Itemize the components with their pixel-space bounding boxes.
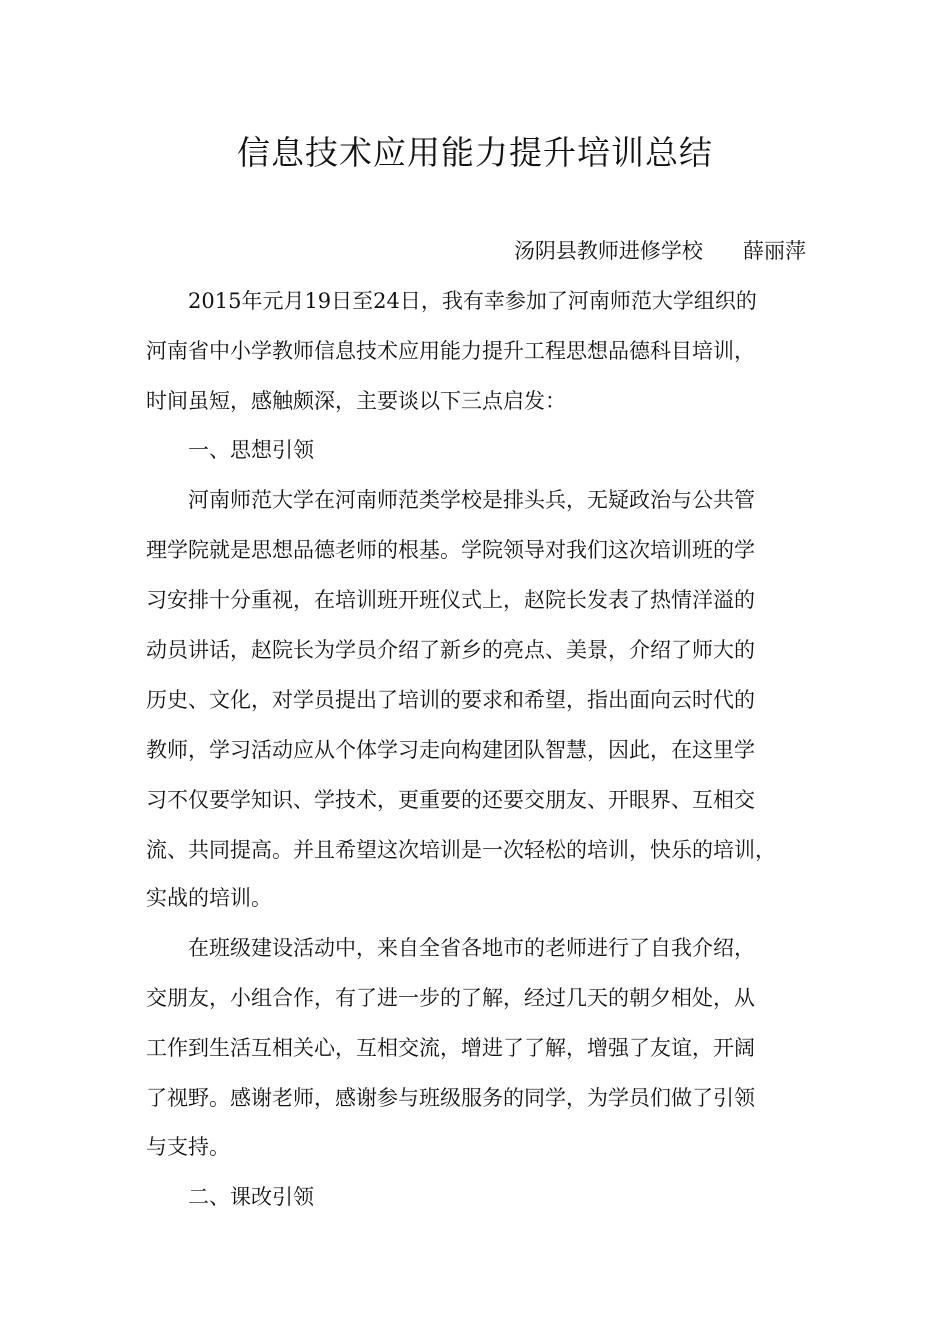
paragraph-line: 流、共同提高。并且希望这次培训是一次轻松的培训，快乐的培训，: [146, 838, 776, 862]
paragraph-line: 交朋友，小组合作，有了进一步的了解，经过几天的朝夕相处，从: [146, 986, 755, 1010]
paragraph-line: 习不仅要学知识、学技术，更重要的还要交朋友、开眼界、互相交: [146, 788, 755, 812]
section-heading: 一、思想引领: [188, 438, 314, 462]
paragraph-line: 历史、文化，对学员提出了培训的要求和希望，指出面向云时代的: [146, 688, 755, 712]
section-heading: 二、课改引领: [188, 1185, 314, 1209]
paragraph-line: 在班级建设活动中，来自全省各地市的老师进行了自我介绍，: [188, 936, 755, 960]
paragraph-line: 河南省中小学教师信息技术应用能力提升工程思想品德科目培训，: [146, 339, 755, 363]
author-line: 汤阴县教师进修学校 薛丽萍: [513, 239, 806, 263]
paragraph-line: 了视野。感谢老师，感谢参与班级服务的同学，为学员们做了引领: [146, 1086, 755, 1110]
paragraph-line: 时间虽短，感触颇深，主要谈以下三点启发：: [146, 389, 566, 413]
paragraph-line: 习安排十分重视，在培训班开班仪式上，赵院长发表了热情洋溢的: [146, 588, 755, 612]
paragraph-line: 动员讲话，赵院长为学员介绍了新乡的亮点、美景，介绍了师大的: [146, 638, 755, 662]
paragraph-line: 教师，学习活动应从个体学习走向构建团队智慧，因此，在这里学: [146, 738, 755, 762]
paragraph-line: 工作到生活互相关心，互相交流，增进了了解，增强了友谊，开阔: [146, 1036, 755, 1060]
paragraph-line: 河南师范大学在河南师范类学校是排头兵，无疑政治与公共管: [188, 488, 755, 512]
paragraph-line: 实战的培训。: [146, 886, 272, 910]
paragraph-line: 2015年元月19日至24日，我有幸参加了河南师范大学组织的: [188, 289, 757, 313]
paragraph-line: 与支持。: [146, 1135, 230, 1159]
paragraph-line: 理学院就是思想品德老师的根基。学院领导对我们这次培训班的学: [146, 538, 755, 562]
document-title: 信息技术应用能力提升培训总结: [237, 133, 713, 172]
